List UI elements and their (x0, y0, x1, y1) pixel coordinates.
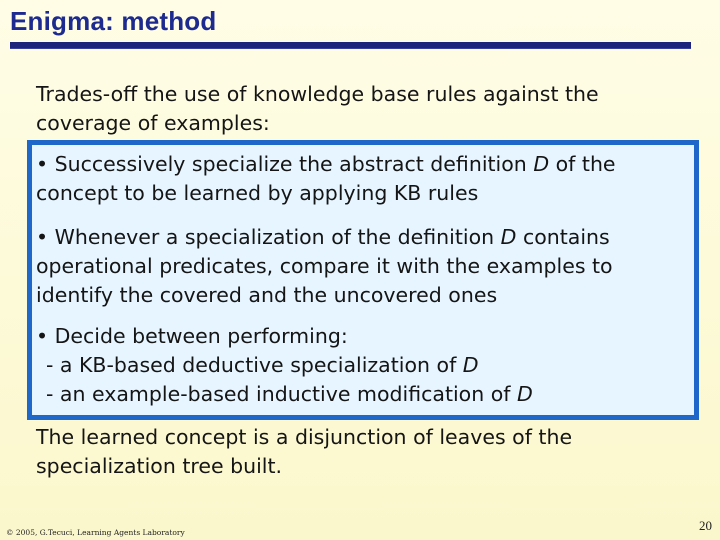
bullet-compare (36, 223, 696, 310)
title-underline (10, 42, 691, 48)
bullet-lead: • Decide between performing: (36, 324, 348, 348)
bullet-decide (36, 322, 696, 409)
bullet-specialize (36, 150, 696, 208)
bullet-text-pre: • Whenever a specialization of the definition (36, 225, 501, 249)
sub-item-variable: D (517, 382, 533, 406)
sub-item-text: - an example-based inductive modification of (46, 382, 517, 406)
sub-item-deductive (36, 351, 696, 380)
bullet-text-post: of the concept to be learned by applying KB rules (36, 152, 616, 205)
intro-paragraph: Trades-off the use of knowledge base rules against the coverage of examples: (36, 82, 599, 135)
bullet-text-post: contains operational predicates, compare it with the examples to identify the covered and the uncovered ones (36, 225, 613, 307)
sub-item-inductive (36, 380, 696, 409)
bullet-text-pre: • Successively specialize the abstract definition (36, 152, 534, 176)
copyright-footer: © 2005, G.Tecuci, Learning Agents Laboratory (6, 528, 185, 537)
slide-title: Enigma: method (10, 6, 217, 36)
bullet-variable: D (533, 152, 550, 176)
sub-item-variable: D (462, 353, 479, 377)
sub-item-text: - a KB-based deductive specialization of (46, 353, 463, 377)
bullet-variable: D (500, 225, 517, 249)
page-number: 20 (699, 518, 712, 533)
conclusion-paragraph: The learned concept is a disjunction of leaves of the specialization tree built. (36, 425, 573, 478)
